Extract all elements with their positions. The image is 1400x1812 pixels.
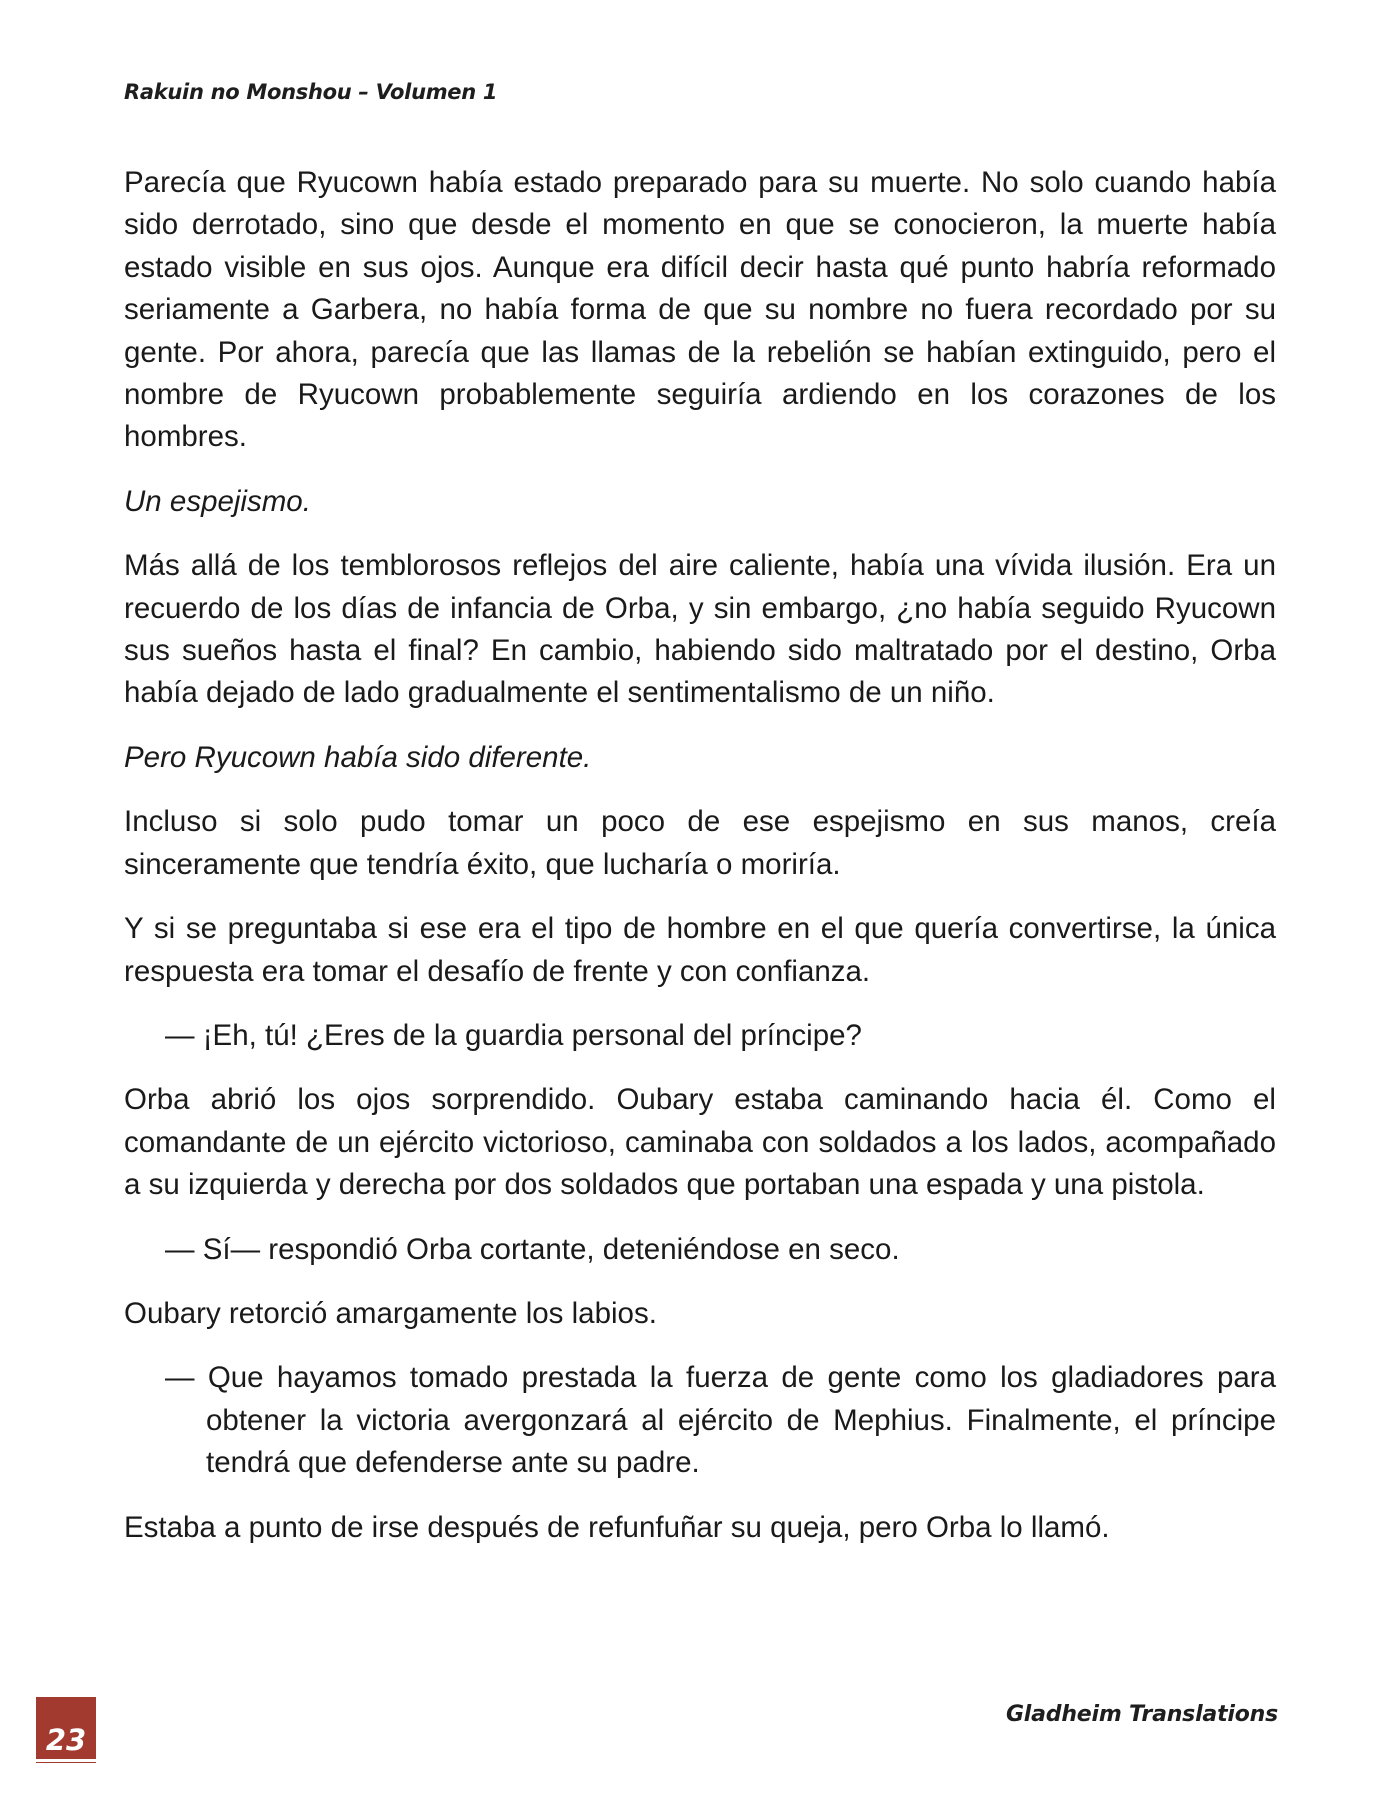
paragraph: Estaba a punto de irse después de refunfuñar su queja, pero Orba lo llamó. (124, 1510, 1110, 1544)
running-header: Rakuin no Monshou – Volumen 1 (124, 80, 498, 104)
page-number-badge (36, 1697, 96, 1763)
paragraph: Incluso si solo pudo tomar un poco de ese espejismo en sus manos, creía sinceramente que tendría éxito, que lucharía o moriría. (124, 805, 1276, 881)
dialogue-line: — ¡Eh, tú! ¿Eres de la guardia personal del príncipe? (165, 1018, 862, 1052)
dialogue-line: — Sí— respondió Orba cortante, deteniéndose en seco. (165, 1232, 900, 1266)
page-number-underline (36, 1759, 96, 1762)
page-body (124, 162, 1276, 1571)
dialogue-line: — Que hayamos tomado prestada la fuerza de gente como los gladiadores para obtener la victoria avergonzará al ejército de Mephius. Finalmente, el príncipe tendrá que defenderse ante su padre. (165, 1361, 1276, 1480)
page-number: 23 (45, 1723, 87, 1757)
paragraph: Oubary retorció amargamente los labios. (124, 1296, 657, 1330)
italic-paragraph: Un espejismo. (124, 484, 311, 518)
footer-credit: Gladheim Translations (1005, 1702, 1278, 1727)
paragraph: Y si se preguntaba si ese era el tipo de hombre en el que quería convertirse, la única respuesta era tomar el desafío de frente y con confianza. (124, 912, 1276, 988)
italic-paragraph: Pero Ryucown había sido diferente. (124, 740, 592, 774)
paragraph: Más allá de los temblorosos reflejos del aire caliente, había una vívida ilusión. Era un recuerdo de los días de infancia de Orba, y sin embargo, ¿no había seguido Ryucown sus sueños hasta el final? En cambio, habiendo sido maltratado por el destino, Orba había dejado de lado gradualmente el sentimentalismo de un niño. (124, 549, 1276, 710)
paragraph: Orba abrió los ojos sorprendido. Oubary estaba caminando hacia él. Como el comandante de un ejército victorioso, caminaba con soldados a los lados, acompañado a su izquierda y derecha por dos soldados que portaban una espada y una pistola. (124, 1083, 1276, 1202)
paragraph: Parecía que Ryucown había estado preparado para su muerte. No solo cuando había sido derrotado, sino que desde el momento en que se conocieron, la muerte había estado visible en sus ojos. Aunque era difícil decir hasta qué punto habría reformado seriamente a Garbera, no había forma de que su nombre no fuera recordado por su gente. Por ahora, parecía que las llamas de la rebelión se habían extinguido, pero el nombre de Ryucown probablemente seguiría ardiendo en los corazones de los hombres. (124, 166, 1276, 454)
